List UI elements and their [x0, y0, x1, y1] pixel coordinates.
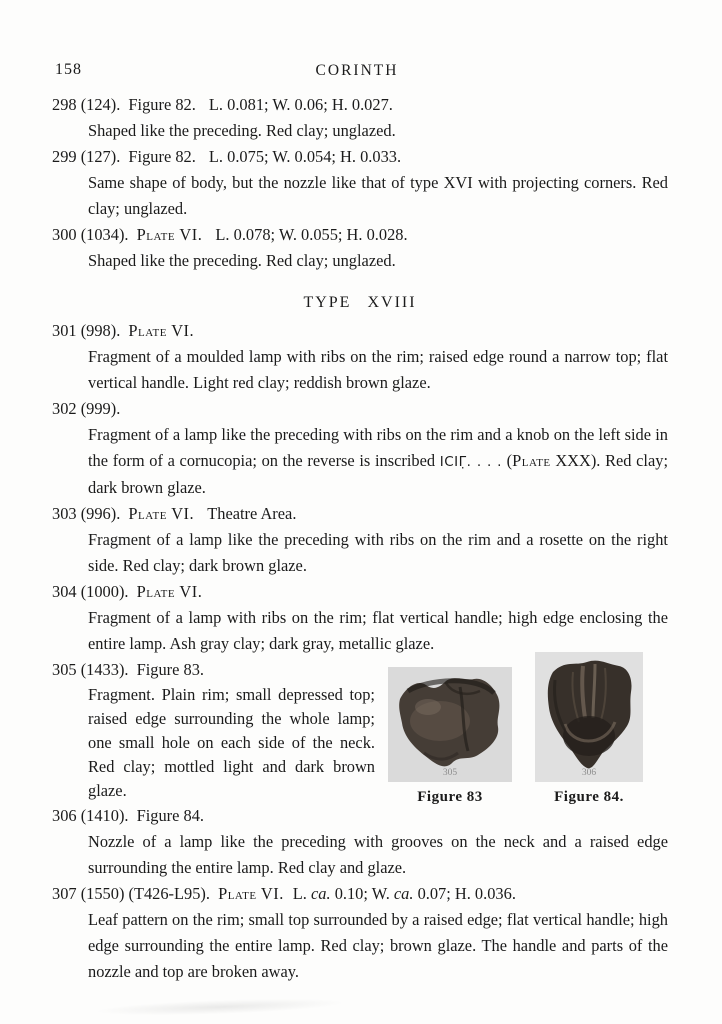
scan-smudge	[95, 996, 345, 1019]
inventory-number: (996).	[80, 504, 121, 523]
inventory-number: (127).	[80, 147, 121, 166]
entry-306-heading	[52, 803, 668, 829]
description-text: XXX). Red clay; dark brown glaze.	[88, 451, 669, 497]
lamp-fragment-305-photo	[388, 667, 512, 782]
entry-300-heading	[52, 222, 668, 248]
inventory-number: (1034).	[80, 225, 129, 244]
plate-reference: Plate VI.	[128, 321, 195, 340]
inventory-number: (1000).	[80, 582, 129, 601]
figure-83-caption: Figure 83	[417, 789, 483, 805]
figure-reference: Figure 83.	[136, 660, 204, 679]
entry-number: 304	[52, 582, 77, 601]
figure-83	[388, 667, 512, 806]
findspot: Theatre Area.	[207, 504, 297, 523]
entry-298	[52, 92, 668, 144]
catalog-entries	[52, 92, 668, 985]
plate-reference: Plate VI.	[136, 582, 203, 601]
inventory-number: (1433).	[80, 660, 129, 679]
entry-307-description: Leaf pattern on the rim; small top surrounded by a raised edge; flat vertical handle; high edge surrounding the entire lamp. Red clay; brown glaze. The handle and parts of the nozzle and top are broken away.	[88, 910, 668, 981]
entry-305-description: Fragment. Plain rim; small depressed top; raised edge surrounding the whole lamp; one small hole on each side of the neck. Red clay; mottled light and dark brown glaze.	[88, 685, 375, 800]
dimensions: L. 0.078; W. 0.055; H. 0.028.	[215, 225, 408, 244]
entry-number: 306	[52, 806, 77, 825]
dimensions: L. 0.075; W. 0.054; H. 0.033.	[208, 147, 402, 166]
figure-84	[535, 652, 643, 806]
inventory-number: (999).	[80, 399, 121, 418]
section-heading: TYPE XVIII	[303, 294, 417, 311]
entry-303	[52, 501, 668, 579]
figure-reference: Figure 84.	[136, 806, 204, 825]
description-text: Fragment of a lamp like the preceding with ribs on the rim and a knob on the left side in the form of a cornucopia; on the reverse is inscribed	[88, 425, 668, 470]
entry-307-heading	[52, 881, 668, 907]
circa-abbrev: ca.	[311, 884, 331, 903]
entry-300-description: Shaped like the preceding. Red clay; unglazed.	[88, 251, 396, 270]
dimensions: L. ca. 0.10; W. ca. 0.07; H. 0.036.	[292, 884, 516, 903]
entry-303-description: Fragment of a lamp like the preceding with ribs on the rim and a rosette on the right side. Red clay; dark brown glaze.	[88, 530, 668, 575]
inventory-number: (998).	[80, 321, 121, 340]
specimen-number-label: 305	[442, 768, 458, 778]
entry-301	[52, 318, 668, 396]
entry-number: 301	[52, 321, 77, 340]
entry-number: 298	[52, 95, 77, 114]
plate-reference: Plate VI.	[128, 504, 195, 523]
entry-306	[52, 803, 668, 881]
entry-306-description: Nozzle of a lamp like the preceding with grooves on the neck and a raised edge surrounding the entire lamp. Red clay and glaze.	[88, 832, 668, 877]
plate-reference: Plate	[512, 451, 551, 470]
lamp-fragment-306-photo	[535, 652, 643, 782]
plate-reference: Plate VI.	[218, 884, 284, 903]
entry-number: 299	[52, 147, 77, 166]
entry-301-heading	[52, 318, 668, 344]
inscription-text: ICIΓ̣. . . .	[439, 454, 502, 470]
entry-303-heading	[52, 501, 668, 527]
entry-302-heading	[52, 396, 668, 422]
entry-299-heading	[52, 144, 668, 170]
entry-number: 302	[52, 399, 77, 418]
entry-302	[52, 396, 668, 501]
entry-number: 300	[52, 225, 77, 244]
entry-301-description: Fragment of a moulded lamp with ribs on the rim; raised edge round a narrow top; flat vertical handle. Light red clay; reddish brown glaze.	[88, 347, 668, 392]
description-text: (	[501, 451, 513, 470]
dimensions: L. 0.081; W. 0.06; H. 0.027.	[208, 95, 393, 114]
entry-299	[52, 144, 668, 222]
entry-298-heading	[52, 92, 668, 118]
circa-abbrev: ca.	[393, 884, 414, 903]
entry-300	[52, 222, 668, 274]
inventory-number: (1550) (T426-L95).	[80, 884, 210, 903]
entry-number: 303	[52, 504, 77, 523]
running-title: CORINTH	[315, 62, 399, 79]
specimen-number-label: 306	[581, 768, 597, 778]
entry-298-description: Shaped like the preceding. Red clay; unglazed.	[88, 121, 396, 140]
entry-304-heading	[52, 579, 668, 605]
page-number: 158	[55, 61, 82, 78]
entry-304	[52, 579, 668, 657]
plate-reference: Plate VI.	[136, 225, 203, 244]
entry-299-description: Same shape of body, but the nozzle like that of type XVI with projecting corners. Red clay; unglazed.	[88, 173, 668, 218]
entry-number: 305	[52, 660, 77, 679]
figure-reference: Figure 82.	[128, 147, 196, 166]
inventory-number: (1410).	[80, 806, 129, 825]
entry-302-description	[88, 422, 668, 501]
inventory-number: (124).	[80, 95, 121, 114]
entry-number: 307	[52, 884, 77, 903]
entry-304-description: Fragment of a lamp with ribs on the rim; flat vertical handle; high edge enclosing the entire lamp. Ash gray clay; dark gray, metallic glaze.	[88, 608, 668, 653]
figure-84-caption: Figure 84.	[554, 789, 624, 805]
figure-reference: Figure 82.	[128, 95, 196, 114]
entry-307	[52, 881, 668, 985]
